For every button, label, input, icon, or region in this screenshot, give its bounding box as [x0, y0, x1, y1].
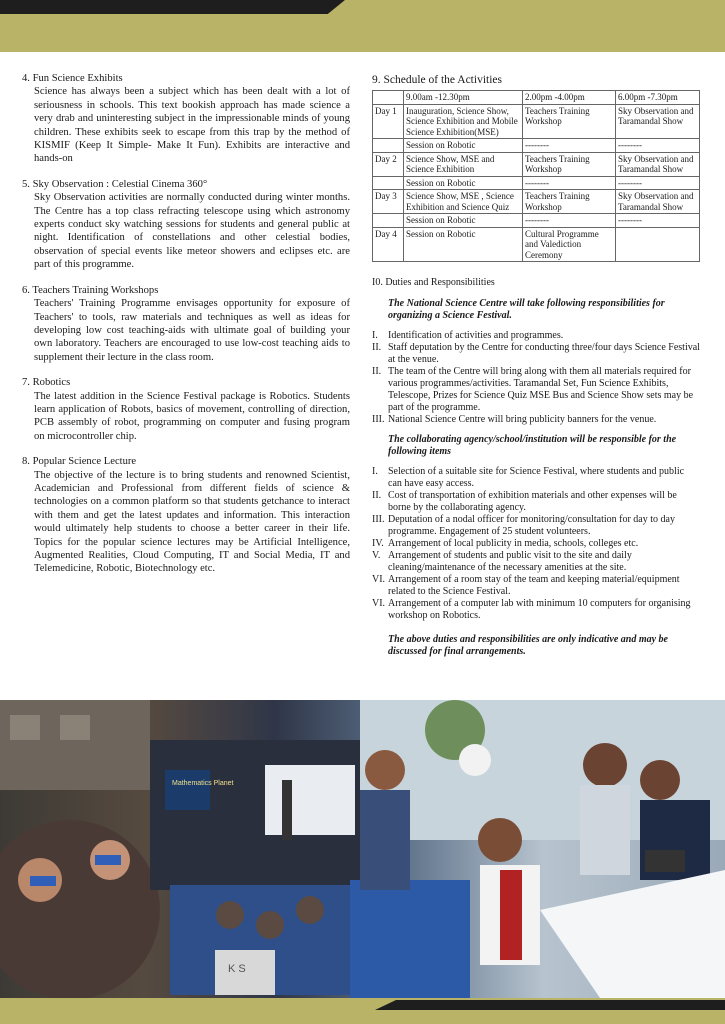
section-teachers-training	[22, 284, 350, 364]
schedule-table	[372, 90, 700, 262]
right-column	[372, 74, 700, 666]
collage-illustration	[0, 700, 725, 998]
section-title: 4. Fun Science Exhibits	[22, 73, 123, 84]
robot-shape	[645, 850, 685, 872]
section-popular-lecture	[22, 455, 350, 576]
table-cell: Session on Robotic	[404, 139, 523, 153]
table-cell	[373, 139, 404, 153]
table-cell	[616, 227, 700, 262]
footer-black-stripe	[375, 1000, 725, 1010]
table-cell: --------	[616, 214, 700, 228]
table-cell: Day 3	[373, 190, 404, 214]
table-cell: Session on Robotic	[404, 214, 523, 228]
table-cell: Science Show, MSE , Science Exhibition and Science Quiz	[404, 190, 523, 214]
table-cell: Day 1	[373, 104, 404, 139]
shirt-text: K S	[228, 963, 246, 975]
header-black-stripe	[0, 0, 345, 14]
projection-screen	[265, 765, 355, 835]
crowd-shape	[0, 820, 160, 998]
robot-arena	[540, 870, 725, 998]
audience-head	[296, 896, 324, 924]
duties-footer-note: The above duties and responsibilities are only indicative and may be discussed for final arrangements.	[388, 633, 668, 657]
table-cell: Sky Observation and Taramandal Show	[616, 104, 700, 139]
section-fun-science	[22, 72, 350, 166]
table-cell: Session on Robotic	[404, 176, 523, 190]
list-item: VI. Arrangement of a room stay of the team and keeping material/equipment related to the Science Festival.	[372, 573, 680, 597]
table-cell: 6.00pm -7.30pm	[616, 91, 700, 105]
table-cell: Session on Robotic	[404, 227, 523, 262]
list-item: I. Selection of a suitable site for Science Festival, where students and public can have easy access.	[372, 465, 685, 489]
table-cell: --------	[523, 139, 616, 153]
centre-responsibilities-list	[372, 330, 700, 426]
table-cell	[373, 176, 404, 190]
photo-collage	[0, 700, 725, 998]
building-shape	[0, 700, 150, 790]
student-face	[583, 743, 627, 787]
table-cell: Teachers Training Workshop	[523, 190, 616, 214]
section-title: 6. Teachers Training Workshops	[22, 284, 159, 296]
list-item: VI. Arrangement of a computer lab with minimum 10 computers for organising workshop on Robotics.	[372, 597, 691, 621]
table-row	[373, 152, 700, 176]
left-column	[22, 72, 350, 576]
section-body: Sky Observation activities are normally conducted during winter months. The Centre has a top class refracting telescope using which astronomy experts conduct sky watching sessions for students and general public at night. Identification of constellations and other celestial bodies, observation of special events like meteor showers and eclipses etc. are part of this programme.	[34, 192, 350, 271]
table-cell: Sky Observation and Taramandal Show	[616, 190, 700, 214]
table-cell: Teachers Training Workshop	[523, 152, 616, 176]
duties-intro-agency: The collaborating agency/school/institution will be responsible for the following items	[388, 433, 677, 457]
window-shape	[10, 715, 40, 740]
list-item: I. Identification of activities and programmes.	[372, 329, 564, 341]
glasses-shape	[30, 876, 56, 886]
table-row	[373, 176, 700, 190]
audience-head	[216, 901, 244, 929]
table-row	[373, 227, 700, 262]
exhibit-table	[350, 880, 470, 998]
list-item: IV. Arrangement of local publicity in media, schools, colleges etc.	[372, 537, 639, 549]
duties-intro-centre: The National Science Centre will take following responsibilities for organizing a Science Festival.	[388, 297, 665, 321]
table-cell	[373, 91, 404, 105]
poster-text: Mathematics Planet	[172, 780, 234, 787]
speaker-figure	[282, 780, 292, 840]
student-shirt	[580, 785, 630, 875]
table-cell: Sky Observation and Taramandal Show	[616, 152, 700, 176]
table-row	[373, 139, 700, 153]
table-cell: Day 2	[373, 152, 404, 176]
student-face	[365, 750, 405, 790]
duties-title: I0. Duties and Responsibilities	[372, 277, 495, 289]
table-cell: --------	[616, 176, 700, 190]
list-item: II. The team of the Centre will bring along with them all materials required for various programmes/activities. Taramandal Set, Fun Science Exhibits, Telescope, Prizes for Science Quiz MSE Bus and Science Show sets may be part of the programme.	[372, 365, 694, 413]
section-body: The objective of the lecture is to bring students and renowned Scientist, Academician and Professional from different fields of science & technologies on a common platform so that students getchance to interact with them and get the latest updates and information. This interaction would ultimately help students to choose a better career in their life. Topics for the popular science lectures may be Artificial Intelligence, Augmented Realities, Cloud Computing, IT and Social Media, IT and Telemedicine, Robotic, Biotechnology etc.	[34, 469, 350, 575]
table-row	[373, 214, 700, 228]
table-cell: --------	[523, 176, 616, 190]
window-shape	[60, 715, 90, 740]
section-body: Teachers' Training Programme envisages opportunity for exposure of Teachers' to tools, raw materials and techniques as well as ideas for developing low cost teaching-aids with ultimate goal of building your own laboratory. Teachers are encouraged to use low-cost teaching aids to supplement their lecture in the class room.	[34, 298, 350, 363]
student-face	[640, 760, 680, 800]
section-sky-observation	[22, 178, 350, 272]
list-item: II. Cost of transportation of exhibition materials and other expenses will be borne by the collaborating agency.	[372, 489, 677, 513]
table-row	[373, 104, 700, 139]
table-cell: Teachers Training Workshop	[523, 104, 616, 139]
list-item: III. Deputation of a nodal officer for monitoring/consultation for day to day programme. Engagement of 25 student volunteers.	[372, 513, 675, 537]
list-item: V. Arrangement of students and public visit to the site and daily cleaning/maintenance of the necessary amenities at the site.	[372, 549, 632, 573]
table-row	[373, 190, 700, 214]
section-robotics	[22, 376, 350, 443]
table-cell: Science Show, MSE and Science Exhibition	[404, 152, 523, 176]
student-vest	[500, 870, 522, 960]
table-cell: Day 4	[373, 227, 404, 262]
schedule-title: 9. Schedule of the Activities	[372, 74, 502, 86]
table-cell: 9.00am -12.30pm	[404, 91, 523, 105]
table-header-row	[373, 91, 700, 105]
table-cell: --------	[616, 139, 700, 153]
table-cell	[373, 214, 404, 228]
agency-responsibilities-list	[372, 466, 700, 622]
table-cell: Inauguration, Science Show, Science Exhibition and Mobile Science Exhibition(MSE)	[404, 104, 523, 139]
section-title: 8. Popular Science Lecture	[22, 456, 137, 468]
list-item: II. Staff deputation by the Centre for conducting three/four days Science Festival at the venue.	[372, 341, 700, 365]
poster-board	[165, 770, 210, 810]
section-title: 5. Sky Observation : Celestial Cinema 360°	[22, 178, 208, 190]
section-body: Science has always been a subject which has been dealt with a lot of seriousness in schools. This text bookish approach has made science a very drab and uninteresting subject in the impressionable minds of young children. These exhibits seek to escape from this trap by the method of KISMIF (Keep It Simple- Make It Fun). Exhibits are interactive and hands-on	[34, 86, 350, 165]
audience-head	[256, 911, 284, 939]
student-face	[478, 818, 522, 862]
section-title: 7. Robotics	[22, 377, 71, 389]
glasses-shape	[95, 855, 121, 865]
helmet-shape	[459, 744, 491, 776]
table-cell: 2.00pm -4.00pm	[523, 91, 616, 105]
table-cell: --------	[523, 214, 616, 228]
section-body: The latest addition in the Science Festival package is Robotics. Students learn application of Robots, basics of movement, controlling of direction, PCB assembly of robot, programming on computer and fusing program on microcontroller chip.	[34, 390, 350, 442]
student-body	[360, 790, 410, 890]
table-cell: Cultural Programme and Valediction Ceremony	[523, 227, 616, 262]
list-item: III. National Science Centre will bring publicity banners for the venue.	[372, 413, 657, 425]
